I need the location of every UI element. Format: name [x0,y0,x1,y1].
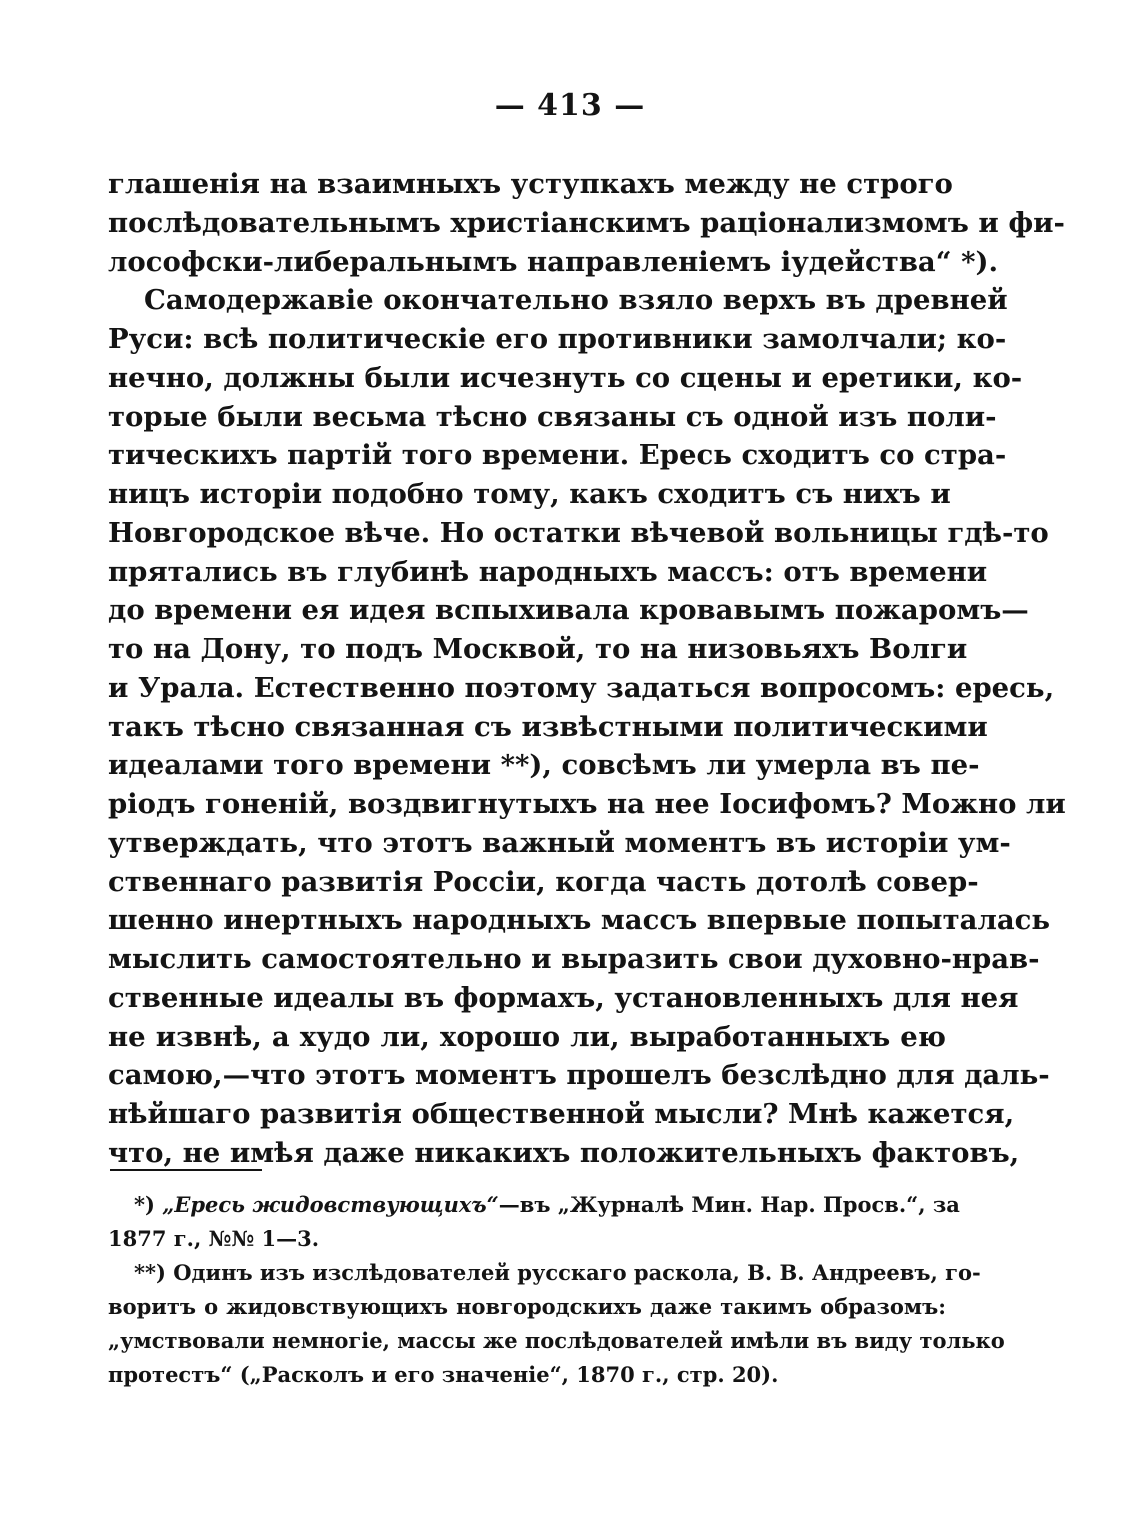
footnote-2-line: **) Одинъ изъ изслѣдователей русскаго раскола, В. В. Андреевъ, го- [134,1260,981,1285]
footnote-1-text: —въ „Журналѣ Мин. Нар. Просв.“, за [498,1192,960,1217]
footnote-1-title: „Ересь жидовствующихъ“ [162,1192,499,1217]
text-line: такъ тѣсно связанная съ извѣстными политическими [108,710,988,743]
page-number: — 413 — [494,88,646,123]
text-line: ственные идеалы въ формахъ, установленныхъ для нея [108,981,1019,1014]
text-line: Руси: всѣ политическіе его противники замолчали; ко- [108,323,1007,355]
text-line: не извнѣ, а худо ли, хорошо ли, выработанныхъ ею [108,1020,946,1053]
footnote-1-marker: *) [134,1192,155,1217]
main-text [108,165,1066,1173]
footnote-2-line: „умствовали немногіе, массы же послѣдователей имѣли въ виду только [108,1328,1005,1353]
text-line: идеалами того времени **), совсѣмъ ли умерла въ пе- [108,749,980,782]
text-line: ственнаго развитія Россіи, когда часть дотолѣ совер- [108,865,979,898]
text-line: тическихъ партій того времени. Ересь сходитъ со стра- [108,439,1007,472]
text-line: мыслить самостоятельно и выразить свои духовно-нрав- [108,943,1040,975]
text-line: что, не имѣя даже никакихъ положительныхъ фактовъ, [108,1136,1020,1169]
text-line: прятались въ глубинѣ народныхъ массъ: отъ времени [108,555,988,588]
text-line: шенно инертныхъ народныхъ массъ впервые попыталась [108,904,1051,937]
text-line: Самодержавіе окончательно взяло верхъ въ древней [144,284,1008,317]
text-line: ріодъ гоненій, воздвигнутыхъ на нее Іосифомъ? Можно ли [108,788,1066,820]
text-line: лософски-либеральнымъ направленіемъ іудейства“ *). [108,245,999,278]
text-line: то на Дону, то подъ Москвой, то на низовьяхъ Волги [108,633,968,665]
text-line: Новгородское вѣче. Но остатки вѣчевой вольницы гдѣ-то [108,516,1049,549]
footnote-rule [110,1169,262,1171]
text-line: самою,—что этотъ моментъ прошелъ безслѣдно для даль- [108,1059,1050,1092]
text-line: и Урала. Естественно поэтому задаться вопросомъ: ересь, [108,671,1055,704]
footnotes [108,1188,1005,1392]
text-line: до времени ея идея вспыхивала кровавымъ пожаромъ— [108,594,1029,627]
footnote-1-line: 1877 г., №№ 1—3. [108,1226,320,1251]
text-line: нечно, должны были исчезнуть со сцены и еретики, ко- [108,361,1023,394]
footnote-1-line [108,1188,960,1222]
text-line: послѣдовательнымъ христіанскимъ раціонализмомъ и фи- [108,206,1065,239]
footnote-2-line: протестъ“ („Расколъ и его значеніе“, 1870 г., стр. 20). [108,1362,779,1387]
footnote-2-line: воритъ о жидовствующихъ новгородскихъ даже такимъ образомъ: [108,1294,946,1319]
text-line: нѣйшаго развитія общественной мысли? Мнѣ кажется, [108,1098,1015,1130]
text-line: утверждать, что этотъ важный моментъ въ исторіи ум- [108,826,1011,859]
text-line: глашенія на взаимныхъ уступкахъ между не строго [108,168,953,200]
text-line: ницъ исторіи подобно тому, какъ сходитъ съ нихъ и [108,478,951,510]
text-line: торые были весьма тѣсно связаны съ одной изъ поли- [108,400,997,433]
